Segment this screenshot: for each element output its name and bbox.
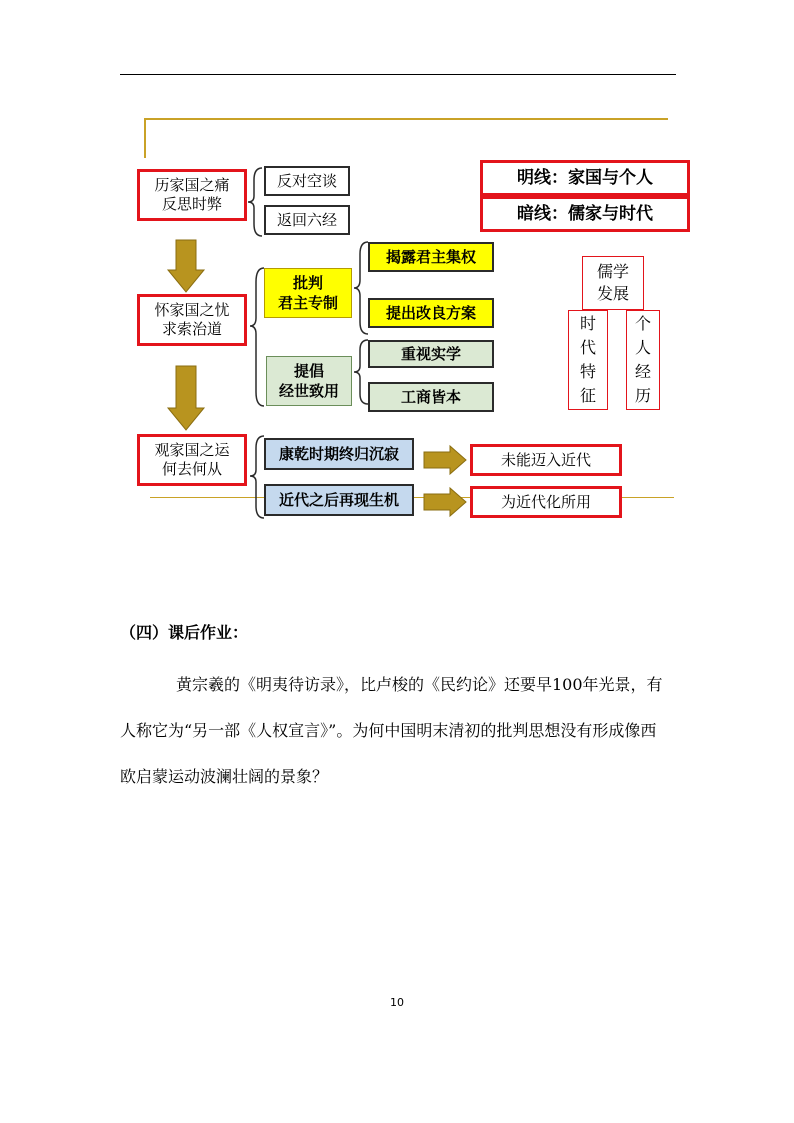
exp-char-2: 人 — [634, 338, 651, 357]
box-value-practical-learning: 重视实学 — [368, 340, 494, 368]
box-personal-experience — [626, 310, 660, 410]
label-criticize-autocracy: 批判 君主专制 — [264, 268, 352, 318]
box-confucian-development: 儒学 发展 — [582, 256, 644, 310]
exp-char-4: 历 — [634, 386, 651, 405]
box-failed-modernization: 未能迈入近代 — [470, 444, 622, 476]
page-number: 10 — [390, 996, 404, 1009]
exp-char-1: 个 — [634, 314, 651, 333]
homework-title: （四）课后作业： — [120, 623, 249, 642]
box-oppose-empty-talk: 反对空谈 — [264, 166, 350, 196]
box-return-six-classics: 返回六经 — [264, 205, 350, 235]
left-box-fate: 观家国之运 何去何从 — [137, 434, 247, 486]
box-implicit-line: 暗线：儒家与时代 — [480, 196, 690, 232]
box-qianlong-silence: 康乾时期终归沉寂 — [264, 438, 414, 470]
era-char-1: 时 — [579, 314, 596, 333]
era-char-3: 特 — [579, 362, 596, 381]
diagram-connectors — [0, 0, 794, 560]
label-practical-statecraft: 提倡 经世致用 — [266, 356, 352, 406]
box-era-characteristics — [568, 310, 608, 410]
box-propose-reform: 提出改良方案 — [368, 298, 494, 328]
left-box-worry: 怀家国之忧 求索治道 — [137, 294, 247, 346]
box-used-by-modernization: 为近代化所用 — [470, 486, 622, 518]
box-expose-centralization: 揭露君主集权 — [368, 242, 494, 272]
box-industry-commerce-fundamental: 工商皆本 — [368, 382, 494, 412]
box-explicit-line: 明线：家国与个人 — [480, 160, 690, 196]
box-modern-revival: 近代之后再现生机 — [264, 484, 414, 516]
left-box-pain: 历家国之痛 反思时弊 — [137, 169, 247, 221]
homework-paragraph: 黄宗羲的《明夷待访录》，比卢梭的《民约论》还要早100年光景，有人称它为“另一部《人权宣言》”。为何中国明末清初的批判思想没有形成像西欧启蒙运动波澜壮阔的景象？ — [120, 675, 663, 786]
exp-char-3: 经 — [634, 362, 651, 381]
era-char-2: 代 — [579, 338, 596, 357]
era-char-4: 征 — [579, 386, 596, 405]
